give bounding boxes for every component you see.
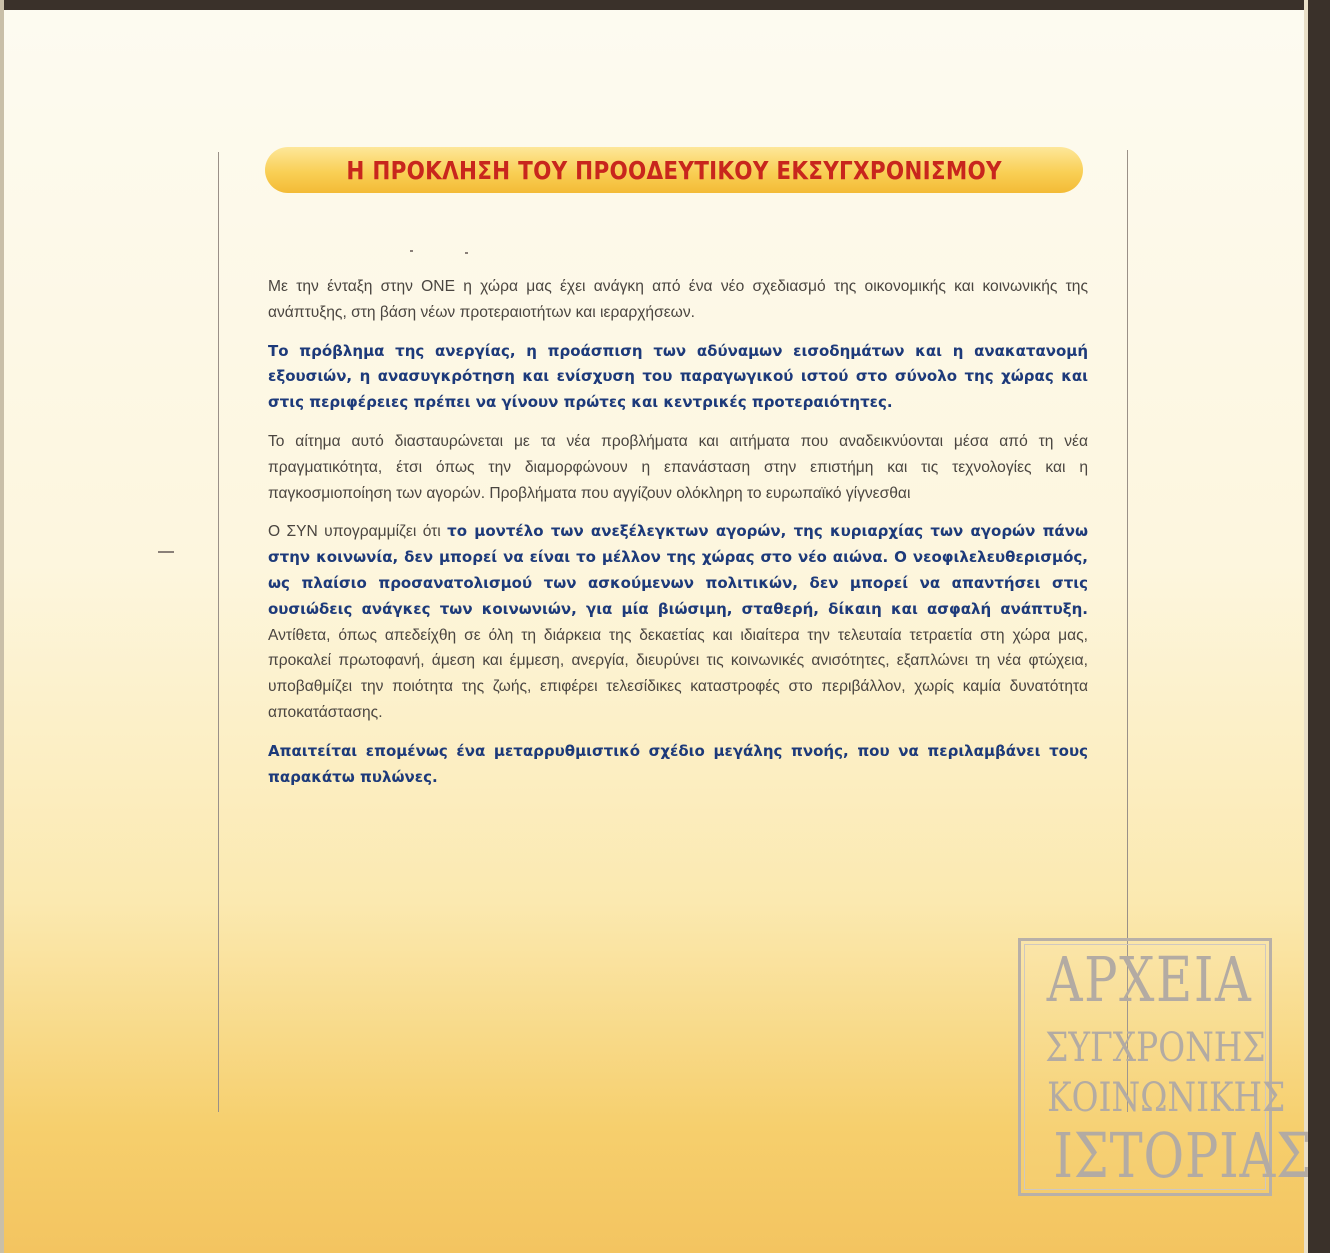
title-banner [265,147,1083,193]
paragraph-1: Με την ένταξη στην ΟΝΕ η χώρα μας έχει ανάγκη από ένα νέο σχεδιασμό της οικονομικής και κοινωνικής της ανάπτυξης, στη βάση νέων προτεραιοτήτων και ιεραρχήσεων. [268,278,1088,321]
paragraph-2-emphasis: Το πρόβλημα της ανεργίας, η προάσπιση των αδύναμων εισοδημάτων και η ανακατανομή εξουσιών, η ανασυγκρότηση και ενίσχυση του παραγωγικού ιστού στο σύνολο της χώρας και στις περιφέρειες πρέπει να γίνουν πρώτες και κεντρικές προτεραιότητες. [268,341,1088,412]
paragraph-4-emphasis: το μοντέλο των ανεξέλεγκτων αγορών, της κυριαρχίας των αγορών πάνω στην κοινωνία, δεν μπορεί να είναι το μέλλον της χώρας στο νέο αιώνα. Ο νεοφιλελευθερισμός, ως πλαίσιο προσανατολισμού των ασκούμενων πολιτικών, δεν μπορεί να απαντήσει στις ουσιώδεις ανάγκες των κοινωνιών, για μία βιώσιμη, σταθερή, δίκαιη και ασφαλή ανάπτυξη. [268,522,1088,618]
paragraph-5-emphasis: Απαιτείται επομένως ένα μεταρρυθμιστικό σχέδιο μεγάλης πνοής, που να περιλαμβάνει τους παρακάτω πυλώνες. [268,741,1088,786]
scan-speck [465,252,468,254]
stamp-line-1: ΑΡΧΕΙΑ [1046,943,1253,1016]
stamp-line-4: ΙΣΤΟΡΙΑΣ [1053,1119,1312,1192]
paragraph-4 [268,519,1088,725]
body-text [268,274,1088,803]
page-title: Η ΠΡΟΚΛΗΣΗ ΤΟΥ ΠΡΟΟΔΕΥΤΙΚΟΥ ΕΚΣΥΓΧΡΟΝΙΣΜΟΥ [346,155,1002,185]
paragraph-4-rest: Αντίθετα, όπως απεδείχθη σε όλη τη διάρκεια της δεκαετίας και ιδιαίτερα την τελευταία τετραετία στη χώρα μας, προκαλεί πρωτοφανή, άμεση και έμμεση, ανεργία, διευρύνει τις κοινωνικές ανισότητες, εξαπλώνει τη νέα φτώχεια, υποβαθμίζει την ποιότητα της ζωής, επιφέρει τελεσίδικες καταστροφές στο περιβάλλον, χωρίς καμία δυνατότητα αποκατάστασης. [268,626,1088,721]
scan-speck [158,551,174,553]
paragraph-4-intro: Ο ΣΥΝ υπογραμμίζει ότι [268,523,448,541]
scan-edge-left [0,0,4,1253]
archive-watermark-stamp [1018,938,1312,1196]
stamp-line-2: ΣΥΓΧΡΟΝΗΣ [1045,1025,1266,1071]
paragraph-3: Το αίτημα αυτό διασταυρώνεται με τα νέα προβλήματα και αιτήματα που αναδεικνύονται μέσα από τη νέα πραγματικότητα, έτσι όπως την διαμορφώνουν η επανάσταση στην επιστήμη και τις τεχνολογίες και η παγκοσμιοποίηση των αγορών. Προβλήματα που αγγίζουν ολόκληρη το ευρωπαϊκό γίγνεσθαι [268,432,1088,502]
stamp-line-3: ΚΟΙΝΩΝΙΚΗΣ [1047,1075,1286,1121]
scan-speck [410,250,413,252]
scan-edge-top [0,0,1330,10]
scan-edge-right [1308,0,1330,1253]
left-margin-rule [218,152,219,1112]
